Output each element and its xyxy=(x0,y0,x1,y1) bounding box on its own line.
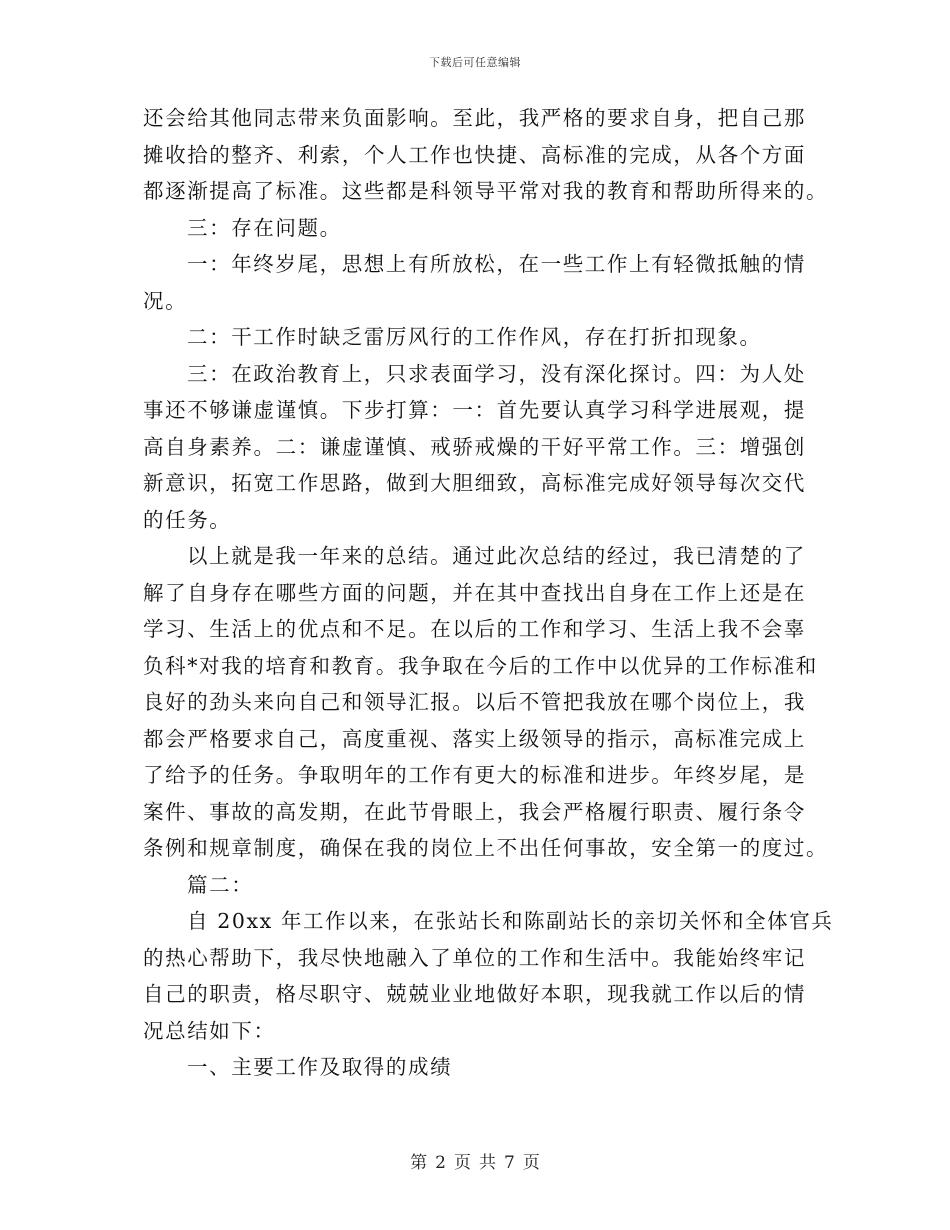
body-line: 高自身素养。二：谦虚谨慎、戒骄戒燥的干好平常工作。三：增强创 xyxy=(143,434,806,459)
body-line: 况总结如下： xyxy=(143,1018,276,1043)
total-pages: 7 xyxy=(504,1153,515,1173)
page-footer xyxy=(0,1148,950,1173)
body-line: 自己的职责，格尽职守、兢兢业业地做好本职，现我就工作以后的情 xyxy=(143,982,806,1006)
body-line: 都会严格要求自己，高度重视、落实上级领导的指示，高标准完成上 xyxy=(143,726,806,751)
body-line: 负科*对我的培育和教育。我争取在今后的工作中以优异的工作标准和 xyxy=(143,653,818,678)
page-number: 2 xyxy=(435,1153,446,1173)
body-line: 都逐渐提高了标准。这些都是科领导平常对我的教育和帮助所得来的。 xyxy=(143,179,829,203)
section-heading-part-two: 篇二： xyxy=(187,872,254,897)
body-line: 新意识，拓宽工作思路，做到大胆细致，高标准完成好领导每次交代 xyxy=(143,471,806,495)
body-line: 摊收拾的整齐、利索，个人工作也快捷、高标准的完成，从各个方面 xyxy=(143,142,806,167)
body-line: 解了自身存在哪些方面的问题，并在其中查找出自身在工作上还是在 xyxy=(143,580,806,605)
page-label-mid2: 共 xyxy=(479,1153,496,1173)
body-line: 了给予的任务。争取明年的工作有更大的标准和进步。年终岁尾，是 xyxy=(143,763,806,787)
page-label-suffix: 页 xyxy=(522,1153,540,1173)
body-line: 事还不够谦虚谨慎。下步打算：一：首先要认真学习科学进展观，提 xyxy=(143,398,806,422)
section-heading-problems: 三：存在问题。 xyxy=(187,215,342,240)
body-line: 条例和规章制度，确保在我的岗位上不出任何事故，安全第一的度过。 xyxy=(143,836,829,860)
body-line: 的任务。 xyxy=(143,507,232,532)
body-line: 良好的劲头来向自己和领导汇报。以后不管把我放在哪个岗位上，我 xyxy=(143,690,806,714)
body-line: 自 20xx 年工作以来，在张站长和陈副站长的亲切关怀和全体官兵 xyxy=(187,909,834,933)
body-line: 的热心帮助下，我尽快地融入了单位的工作和生活中。我能始终牢记 xyxy=(143,945,806,970)
body-line: 以上就是我一年来的总结。通过此次总结的经过，我已清楚的了 xyxy=(187,544,806,568)
body-line: 三：在政治教育上，只求表面学习，没有深化探讨。四：为人处 xyxy=(187,361,806,386)
body-line: 一：年终岁尾，思想上有所放松，在一些工作上有轻微抵触的情 xyxy=(187,252,806,276)
page-label-mid1: 页 xyxy=(454,1153,471,1173)
page-header-note: 下载后可任意编辑 xyxy=(429,56,521,69)
section-heading-main-work: 一、主要工作及取得的成绩 xyxy=(187,1055,453,1079)
body-line: 案件、事故的高发期，在此节骨眼上，我会严格履行职责、履行条令 xyxy=(143,799,806,824)
body-line: 学习、生活上的优点和不足。在以后的工作和学习、生活上我不会辜 xyxy=(143,617,806,641)
body-line: 况。 xyxy=(143,288,188,313)
body-line: 还会给其他同志带来负面影响。至此，我严格的要求自身，把自己那 xyxy=(143,106,806,130)
page-label-prefix: 第 xyxy=(410,1153,428,1173)
body-line: 二：干工作时缺乏雷厉风行的工作作风，存在打折扣现象。 xyxy=(187,325,762,349)
document-body xyxy=(143,100,834,1086)
